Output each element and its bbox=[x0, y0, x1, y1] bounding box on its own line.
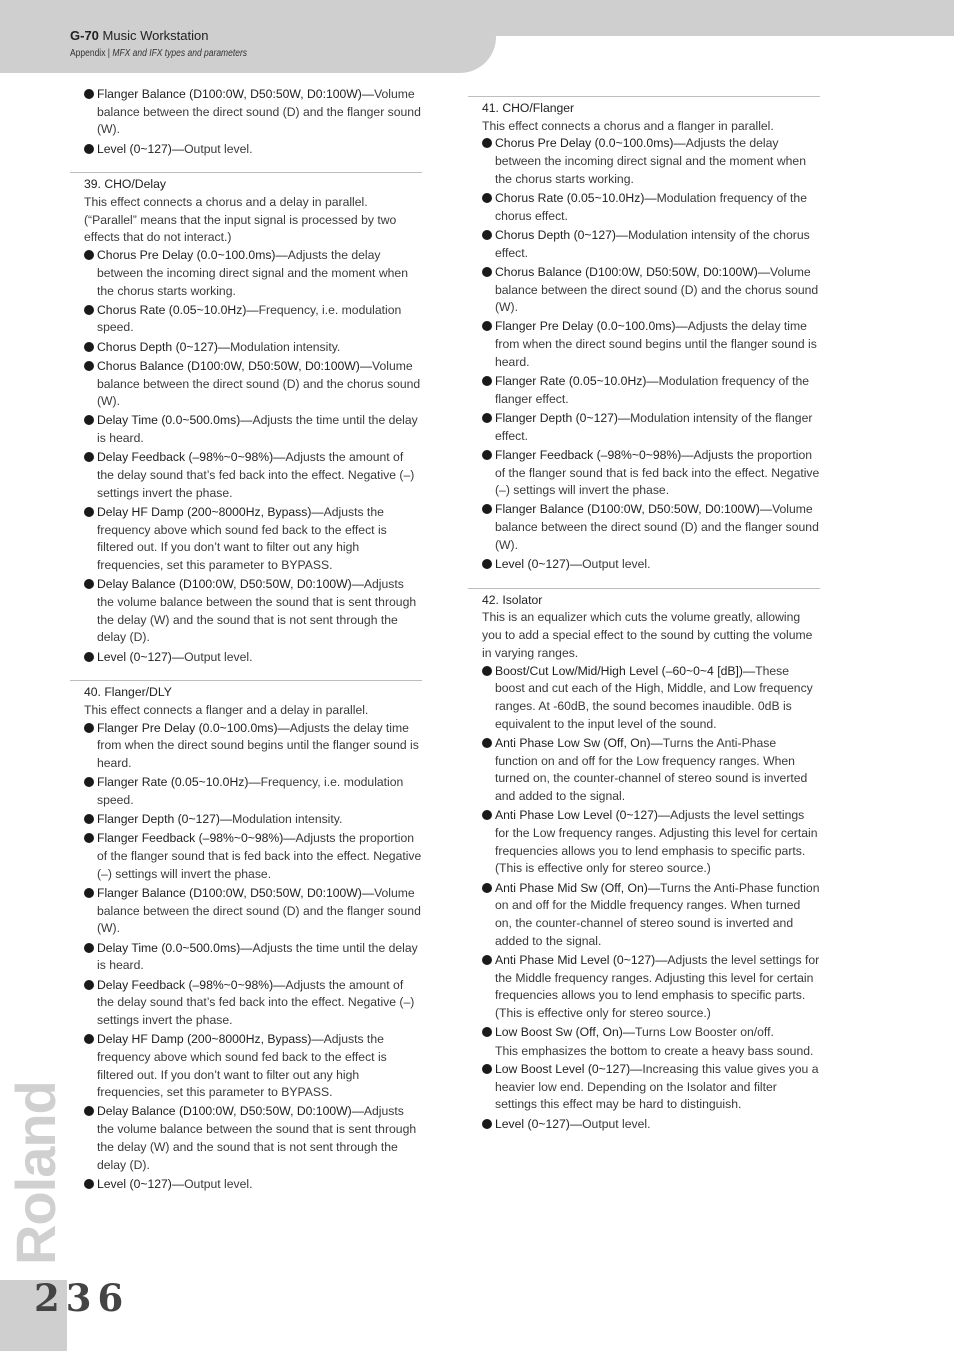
param-item bbox=[482, 556, 820, 574]
param-desc: Output level. bbox=[184, 1176, 253, 1191]
param-desc: Increasing this value gives you a heavier low end. Depending on the Isolator and filter settings this effect may be hard to distinguish. bbox=[495, 1062, 819, 1112]
param-list bbox=[84, 247, 422, 666]
bullet-icon bbox=[482, 193, 492, 203]
param-name: Flanger Pre Delay (0.0~100.0ms)— bbox=[97, 720, 290, 735]
param-desc: Turns the Anti-Phase function on and off for the Low frequency ranges. When turned on, the counter-channel of stereo sound is inverted and added to the signal. bbox=[495, 735, 808, 804]
bullet-icon bbox=[84, 980, 94, 990]
param-desc: Adjusts the time until the delay is heard. bbox=[97, 413, 418, 446]
param-item bbox=[482, 447, 820, 500]
bullet-icon bbox=[482, 1119, 492, 1129]
param-name: Chorus Depth (0~127)— bbox=[97, 339, 231, 354]
param-item bbox=[84, 86, 422, 139]
section-intro: This effect connects a flanger and a delay in parallel. bbox=[84, 703, 369, 717]
bullet-icon bbox=[482, 559, 492, 569]
param-desc: Modulation intensity. bbox=[232, 812, 343, 827]
section-cho-flanger bbox=[468, 96, 820, 574]
param-desc: Volume balance between the direct sound (D) and the chorus sound (W). bbox=[97, 358, 421, 409]
param-item bbox=[482, 410, 820, 445]
param-desc: Volume balance between the direct sound (D) and the chorus sound (W). bbox=[495, 264, 819, 315]
param-desc: Volume balance between the direct sound (D) and the flanger sound (W). bbox=[495, 502, 819, 552]
bullet-icon bbox=[482, 267, 492, 277]
section-title: 39. CHO/Delay bbox=[84, 177, 166, 192]
param-desc: Turns the Anti-Phase function on and off for the Middle frequency ranges. When turned on, the counter-channel of stereo sound is inverted and added to the signal. bbox=[495, 880, 820, 948]
param-item bbox=[84, 830, 422, 883]
bullet-icon bbox=[84, 452, 94, 462]
breadcrumb-subsection: MFX and IFX types and parameters bbox=[112, 48, 248, 59]
param-desc: Modulation intensity. bbox=[230, 339, 341, 354]
param-desc: Volume balance between the direct sound (D) and the flanger sound (W). bbox=[97, 87, 421, 137]
param-name: Delay HF Damp (200~8000Hz, Bypass)— bbox=[97, 1032, 324, 1047]
param-item bbox=[482, 952, 820, 1023]
param-name: Anti Phase Low Sw (Off, On)— bbox=[495, 735, 663, 750]
section-intro: This effect connects a chorus and a flanger in parallel. bbox=[482, 118, 774, 133]
bullet-icon bbox=[482, 666, 492, 676]
section-flanger-dly bbox=[70, 680, 422, 1193]
param-item bbox=[84, 774, 422, 809]
param-name: Anti Phase Mid Level (0~127)— bbox=[495, 952, 668, 967]
bullet-icon bbox=[482, 1027, 492, 1037]
param-desc: Adjusts the volume balance between the sound that is sent through the delay (W) and the sound that is not sent through the delay (D). bbox=[97, 1104, 417, 1172]
param-name: Flanger Rate (0.05~10.0Hz)— bbox=[495, 374, 659, 389]
bullet-icon bbox=[84, 250, 94, 260]
param-list-continued bbox=[482, 1061, 820, 1133]
param-item bbox=[482, 1024, 820, 1042]
param-item bbox=[84, 247, 422, 300]
breadcrumb-section: Appendix bbox=[70, 48, 106, 59]
bullet-icon bbox=[482, 1064, 492, 1074]
param-name: Delay Feedback (–98%~0~98%)— bbox=[97, 450, 286, 465]
param-desc: Adjusts the delay between the incoming direct signal and the moment when the chorus starts working. bbox=[495, 136, 806, 186]
param-desc: Output level. bbox=[184, 141, 253, 156]
param-desc: Modulation frequency of the chorus effect. bbox=[495, 191, 807, 223]
param-name: Boost/Cut Low/Mid/High Level (–60~0~4 [dB])— bbox=[495, 663, 756, 678]
param-item bbox=[84, 940, 422, 975]
bullet-icon bbox=[482, 413, 492, 423]
bullet-icon bbox=[84, 652, 94, 662]
param-name: Level (0~127)— bbox=[97, 141, 185, 156]
param-name: Delay Feedback (–98%~0~98%)— bbox=[97, 977, 286, 992]
param-item bbox=[482, 227, 820, 262]
param-name: Chorus Depth (0~127)— bbox=[495, 227, 629, 242]
param-desc: Turns Low Booster on/off. bbox=[634, 1025, 774, 1040]
bullet-icon bbox=[84, 361, 94, 371]
param-desc: Adjusts the delay time from when the direct sound begins until the flanger sound is heard. bbox=[495, 319, 817, 369]
param-name: Level (0~127)— bbox=[495, 1116, 583, 1131]
param-desc: Volume balance between the direct sound (D) and the flanger sound (W). bbox=[97, 886, 421, 936]
bullet-icon bbox=[482, 955, 492, 965]
left-column bbox=[84, 86, 422, 1195]
param-name: Flanger Feedback (–98%~0~98%)— bbox=[495, 447, 694, 462]
param-desc: Frequency, i.e. modulation speed. bbox=[97, 775, 404, 808]
param-name: Flanger Pre Delay (0.0~100.0ms)— bbox=[495, 319, 688, 334]
header-breadcrumb: Appendix | MFX and IFX types and parameters bbox=[70, 48, 248, 59]
param-item bbox=[84, 412, 422, 447]
param-item bbox=[482, 880, 820, 951]
bullet-icon bbox=[84, 1034, 94, 1044]
brand-logo: Roland bbox=[4, 1081, 67, 1265]
low-boost-note: This emphasizes the bottom to create a heavy bass sound. bbox=[495, 1044, 814, 1059]
param-item bbox=[84, 720, 422, 773]
param-desc: Adjusts the frequency above which sound fed back to the effect is filtered out. If you don’t want to filter out any high frequencies, set this parameter to BYPASS. bbox=[97, 504, 387, 573]
param-name: Flanger Balance (D100:0W, D50:50W, D0:100W)— bbox=[97, 886, 375, 901]
param-name: Chorus Balance (D100:0W, D50:50W, D0:100W)— bbox=[495, 264, 771, 279]
param-desc: Adjusts the amount of the delay sound that’s fed back into the effect. Negative (–) settings invert the phase. bbox=[97, 977, 415, 1027]
param-item bbox=[482, 318, 820, 371]
param-desc: Output level. bbox=[184, 649, 253, 664]
bullet-icon bbox=[84, 415, 94, 425]
param-name: Chorus Pre Delay (0.0~100.0ms)— bbox=[495, 136, 686, 151]
param-item bbox=[482, 264, 820, 317]
section-title: 42. Isolator bbox=[482, 592, 543, 607]
param-name: Anti Phase Low Level (0~127)— bbox=[495, 808, 671, 823]
param-desc: Frequency, i.e. modulation speed. bbox=[97, 302, 402, 335]
param-name: Delay Balance (D100:0W, D50:50W, D0:100W)— bbox=[97, 577, 364, 592]
param-name: Chorus Rate (0.05~10.0Hz)— bbox=[97, 302, 259, 317]
param-item bbox=[84, 885, 422, 938]
bullet-icon bbox=[482, 738, 492, 748]
bullet-icon bbox=[482, 138, 492, 148]
param-name: Flanger Depth (0~127)— bbox=[97, 812, 233, 827]
param-name: Flanger Depth (0~127)— bbox=[495, 410, 631, 425]
section-isolator bbox=[468, 588, 820, 1134]
param-item bbox=[84, 504, 422, 575]
param-name: Low Boost Level (0~127)— bbox=[495, 1062, 643, 1077]
param-item bbox=[84, 1103, 422, 1174]
param-list bbox=[84, 720, 422, 1194]
product-suffix: Music Workstation bbox=[102, 28, 209, 43]
param-desc: Adjusts the amount of the delay sound that’s fed back into the effect. Negative (–) settings invert the phase. bbox=[97, 450, 415, 500]
param-item bbox=[84, 302, 422, 337]
param-name: Flanger Rate (0.05~10.0Hz)— bbox=[97, 775, 261, 790]
bullet-icon bbox=[84, 342, 94, 352]
param-desc: Adjusts the volume balance between the sound that is sent through the delay (W) and the sound that is not sent through the delay (D). bbox=[97, 577, 417, 645]
param-item bbox=[84, 649, 422, 667]
param-item bbox=[84, 449, 422, 502]
bullet-icon bbox=[482, 321, 492, 331]
param-item bbox=[84, 811, 422, 829]
param-item bbox=[84, 358, 422, 411]
bullet-icon bbox=[84, 1179, 94, 1189]
param-desc: Modulation intensity of the flanger effect. bbox=[495, 410, 813, 443]
param-name: Level (0~127)— bbox=[97, 649, 185, 664]
bullet-icon bbox=[84, 777, 94, 787]
param-desc: Adjusts the time until the delay is heard. bbox=[97, 940, 418, 973]
continued-param-list bbox=[84, 86, 422, 158]
param-item bbox=[84, 1031, 422, 1102]
param-desc: Output level. bbox=[582, 557, 651, 572]
param-list bbox=[482, 663, 820, 1042]
bullet-icon bbox=[84, 305, 94, 315]
param-item bbox=[482, 501, 820, 554]
bullet-icon bbox=[482, 504, 492, 514]
param-item bbox=[482, 135, 820, 188]
param-name: Chorus Rate (0.05~10.0Hz)— bbox=[495, 191, 657, 206]
param-item bbox=[482, 190, 820, 225]
bullet-icon bbox=[482, 810, 492, 820]
right-column bbox=[482, 96, 820, 1135]
param-name: Flanger Balance (D100:0W, D50:50W, D0:100W)— bbox=[495, 502, 773, 517]
param-desc: Adjusts the delay between the incoming direct signal and the moment when the chorus starts working. bbox=[97, 248, 408, 298]
bullet-icon bbox=[482, 376, 492, 386]
param-name: Delay Time (0.0~500.0ms)— bbox=[97, 940, 253, 955]
param-item bbox=[482, 807, 820, 878]
bullet-icon bbox=[84, 1106, 94, 1116]
section-title: 40. Flanger/DLY bbox=[84, 685, 172, 700]
section-cho-delay bbox=[70, 172, 422, 666]
param-desc: Adjusts the proportion of the flanger sound that is fed back into the effect. Negative (–) settings will invert the phase. bbox=[97, 831, 422, 881]
bullet-icon bbox=[482, 230, 492, 240]
param-item bbox=[482, 1116, 820, 1134]
section-intro: This effect connects a chorus and a delay in parallel. (“Parallel” means that the input signal is processed by two effects that do not interact.) bbox=[84, 195, 397, 245]
param-item bbox=[84, 1176, 422, 1194]
param-desc: Adjusts the level settings for the Low frequency ranges. Adjusting this level for certain frequencies allows you to lend emphasis to specific parts. (This is effective only for stereo source.) bbox=[495, 808, 818, 876]
param-name: Level (0~127)— bbox=[97, 1176, 185, 1191]
param-desc: Modulation frequency of the flanger effect. bbox=[495, 374, 810, 406]
bullet-icon bbox=[84, 89, 94, 99]
bullet-icon bbox=[482, 450, 492, 460]
param-name: Low Boost Sw (Off, On)— bbox=[495, 1025, 635, 1040]
page-number: 236 bbox=[34, 1276, 130, 1320]
param-item bbox=[84, 576, 422, 647]
bullet-icon bbox=[84, 144, 94, 154]
param-name: Chorus Pre Delay (0.0~100.0ms)— bbox=[97, 248, 288, 263]
section-intro: This is an equalizer which cuts the volume greatly, allowing you to add a special effect to the sound by cutting the volume in varying ranges. bbox=[482, 610, 813, 660]
param-item bbox=[482, 1061, 820, 1114]
param-desc: Adjusts the level settings for the Middle frequency ranges. Adjusting this level for certain frequencies allows you to lend emphasis to specific parts. (This is effective only for stereo source.) bbox=[495, 952, 820, 1020]
param-name: Flanger Feedback (–98%~0~98%)— bbox=[97, 831, 296, 846]
param-desc: Output level. bbox=[582, 1116, 651, 1131]
param-desc: Adjusts the proportion of the flanger sound that is fed back into the effect. Negative (–) settings will invert the phase. bbox=[495, 447, 820, 498]
bullet-icon bbox=[84, 814, 94, 824]
bullet-icon bbox=[482, 883, 492, 893]
param-name: Flanger Balance (D100:0W, D50:50W, D0:100W)— bbox=[97, 87, 375, 101]
param-desc: Adjusts the delay time from when the direct sound begins until the flanger sound is heard. bbox=[97, 720, 419, 771]
bullet-icon bbox=[84, 943, 94, 953]
param-name: Level (0~127)— bbox=[495, 557, 583, 572]
param-name: Delay Time (0.0~500.0ms)— bbox=[97, 413, 253, 428]
param-desc: These boost and cut each of the High, Middle, and Low frequency ranges. At -60dB, the sound becomes inaudible. 0dB is equivalent to the input level of the sound. bbox=[495, 663, 813, 731]
param-item bbox=[482, 373, 820, 408]
product-model: G-70 bbox=[70, 28, 99, 43]
header-title bbox=[70, 28, 209, 43]
param-item bbox=[84, 977, 422, 1030]
param-name: Anti Phase Mid Sw (Off, On)— bbox=[495, 880, 661, 895]
bullet-icon bbox=[84, 888, 94, 898]
param-item bbox=[84, 339, 422, 357]
param-list bbox=[482, 135, 820, 573]
param-desc: Adjusts the frequency above which sound fed back to the effect is filtered out. If you don’t want to filter out any high frequencies, set this parameter to BYPASS. bbox=[97, 1032, 387, 1100]
param-desc: Modulation intensity of the chorus effect. bbox=[495, 227, 810, 260]
bullet-icon bbox=[84, 579, 94, 589]
param-name: Chorus Balance (D100:0W, D50:50W, D0:100W)— bbox=[97, 358, 373, 373]
bullet-icon bbox=[84, 723, 94, 733]
param-name: Delay Balance (D100:0W, D50:50W, D0:100W)— bbox=[97, 1104, 364, 1119]
param-name: Delay HF Damp (200~8000Hz, Bypass)— bbox=[97, 504, 324, 519]
param-item bbox=[482, 663, 820, 734]
section-title: 41. CHO/Flanger bbox=[482, 101, 575, 115]
bullet-icon bbox=[84, 833, 94, 843]
param-item bbox=[84, 141, 422, 159]
bullet-icon bbox=[84, 507, 94, 517]
param-item bbox=[482, 735, 820, 806]
